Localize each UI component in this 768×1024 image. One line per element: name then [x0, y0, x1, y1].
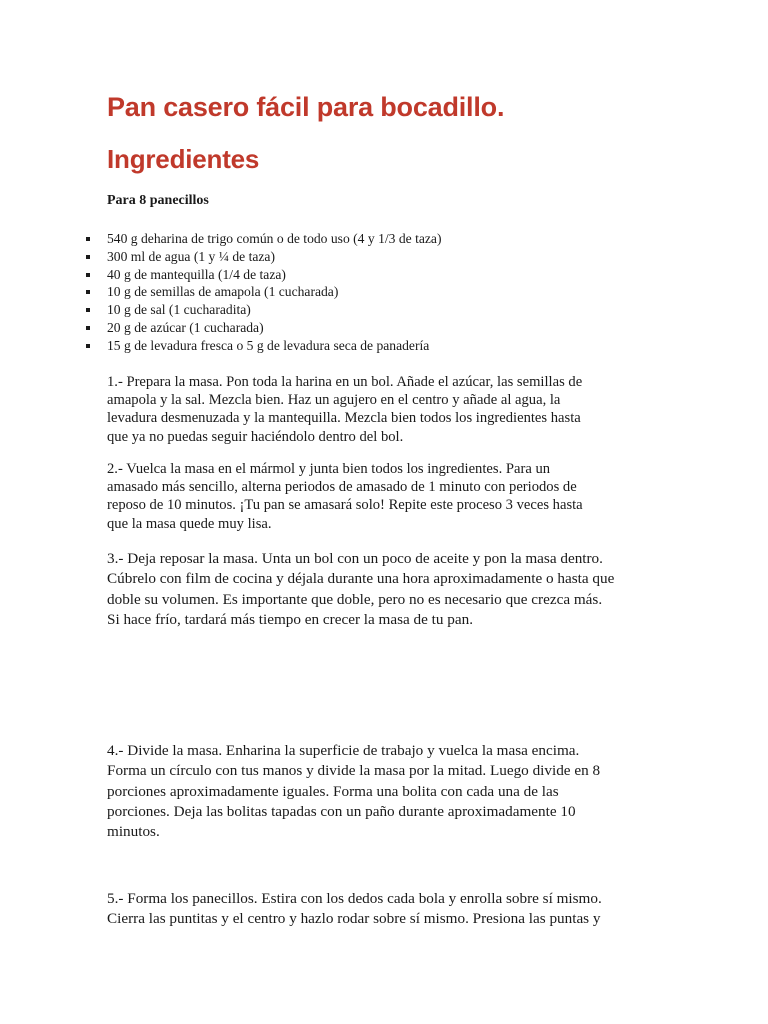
step-line: Cierra las puntitas y el centro y hazlo rodar sobre sí mismo. Presiona las puntas y — [107, 910, 601, 928]
bullet-icon — [86, 273, 90, 277]
ingredient-text: 10 g de semillas de amapola (1 cucharada) — [107, 284, 339, 300]
step-line: levadura desmenuzada y la mantequilla. Mezcla bien todos los ingredientes hasta — [107, 410, 581, 427]
step-2-paragraph — [107, 460, 583, 533]
bullet-icon — [86, 255, 90, 259]
step-3-paragraph — [107, 549, 614, 630]
step-line: amasado más sencillo, alterna periodos de amasado de 1 minuto con periodos de — [107, 479, 577, 496]
bullet-icon — [86, 308, 90, 312]
step-line: 4.- Divide la masa. Enharina la superficie de trabajo y vuelca la masa encima. — [107, 742, 580, 759]
step-4-paragraph — [107, 741, 600, 842]
step-line: 3.- Deja reposar la masa. Unta un bol con un poco de aceite y pon la masa dentro. — [107, 550, 603, 567]
step-line: amapola y la sal. Mezcla bien. Haz un agujero en el centro y añade al agua, la — [107, 392, 561, 409]
ingredient-text: 40 g de mantequilla (1/4 de taza) — [107, 266, 286, 282]
bullet-icon — [86, 344, 90, 348]
step-line: que la masa quede muy lisa. — [107, 515, 272, 532]
bullet-icon — [86, 237, 90, 241]
bullet-icon — [86, 290, 90, 294]
bullet-icon — [86, 326, 90, 330]
step-line: Si hace frío, tardará más tiempo en crecer la masa de tu pan. — [107, 610, 474, 628]
step-line: minutos. — [107, 823, 160, 841]
step-line: 2.- Vuelca la masa en el mármol y junta bien todos los ingredientes. Para un — [107, 461, 551, 477]
step-line: Cúbrelo con film de cocina y déjala durante una hora aproximadamente o hasta que — [107, 570, 615, 588]
step-1-paragraph — [107, 373, 582, 446]
ingredient-text: 10 g de sal (1 cucharadita) — [107, 302, 251, 318]
step-line: porciones aproximadamente iguales. Forma una bolita con cada una de las — [107, 782, 559, 800]
ingredient-text: 300 ml de agua (1 y ¼ de taza) — [107, 248, 275, 264]
ingredient-text: 540 g deharina de trigo común o de todo uso (4 y 1/3 de taza) — [107, 231, 442, 246]
recipe-title: Pan casero fácil para bocadillo. — [107, 92, 505, 122]
step-line: doble su volumen. Es importante que doble, pero no es necesario que crezca más. — [107, 590, 603, 608]
ingredients-heading: Ingredientes — [107, 144, 260, 174]
ingredient-text: 20 g de azúcar (1 cucharada) — [107, 319, 264, 335]
step-5-paragraph — [107, 889, 602, 930]
servings-label: Para 8 panecillos — [107, 193, 209, 208]
step-line: 5.- Forma los panecillos. Estira con los dedos cada bola y enrolla sobre sí mismo. — [107, 890, 602, 907]
step-line: que ya no puedas seguir haciéndolo dentro del bol. — [107, 428, 404, 445]
step-line: 1.- Prepara la masa. Pon toda la harina en un bol. Añade el azúcar, las semillas de — [107, 374, 583, 390]
ingredient-text: 15 g de levadura fresca o 5 g de levadura seca de panadería — [107, 337, 430, 353]
step-line: Forma un círculo con tus manos y divide la masa por la mitad. Luego divide en 8 — [107, 762, 601, 780]
step-line: reposo de 10 minutos. ¡Tu pan se amasará solo! Repite este proceso 3 veces hasta — [107, 497, 583, 514]
step-line: porciones. Deja las bolitas tapadas con un paño durante aproximadamente 10 — [107, 802, 576, 820]
